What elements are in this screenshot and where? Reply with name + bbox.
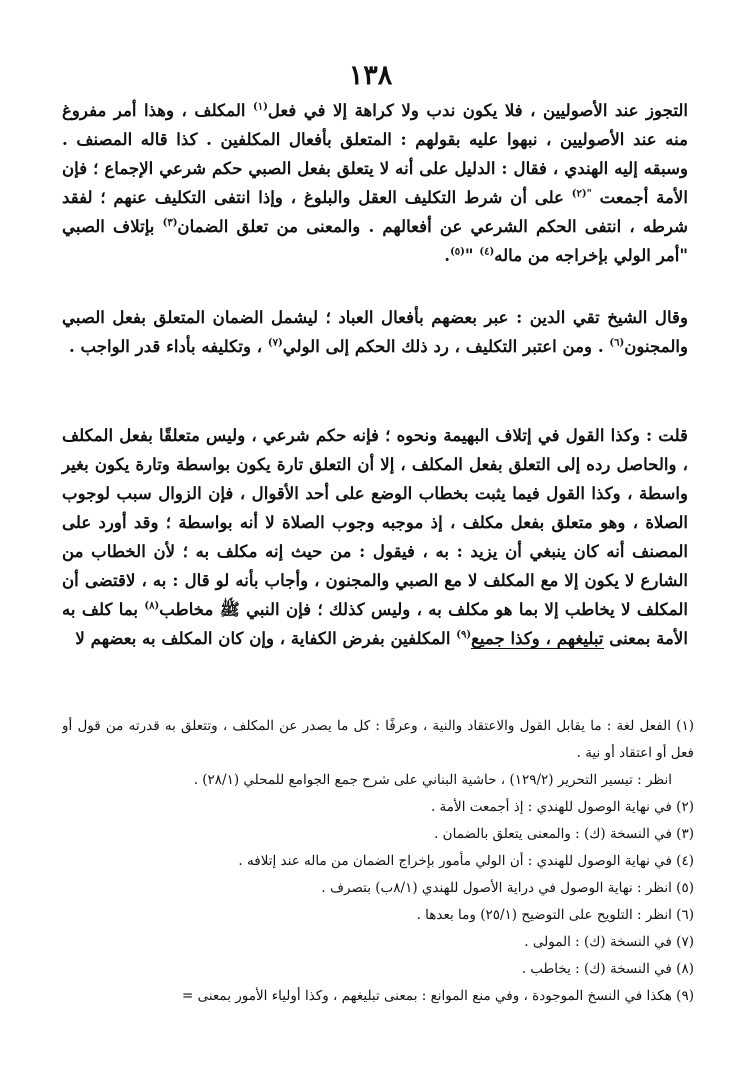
footnote-ref-7: (٧) xyxy=(267,337,283,349)
footnote-ref-3: (٣) xyxy=(162,217,178,229)
footnote-ref-8: (٨) xyxy=(144,600,160,612)
footnote-6: (٦) انظر : التلويح على التوضيح (٢٥/١) وما بعدها . xyxy=(416,907,694,923)
main-text xyxy=(62,96,688,711)
text-segment: المكلفين بفرض الكفاية ، وإن كان المكلف به بعضهم لا xyxy=(75,628,457,648)
text-segment: " xyxy=(464,245,480,265)
footnote-ref-2: "(٢) xyxy=(571,188,592,200)
text-segment: . ومن اعتبر التكليف ، رد ذلك الحكم إلى الولي xyxy=(282,336,610,356)
paragraph-2 xyxy=(62,303,688,419)
text-segment: ، وتكليفه بأداء قدر الواجب . xyxy=(68,336,268,356)
footnote-7: (٧) في النسخة (ك) : المولى . xyxy=(524,934,694,950)
text-segment: . xyxy=(444,245,451,265)
footnote-3: (٣) في النسخة (ك) : والمعنى يتعلق بالضمان . xyxy=(434,826,694,842)
text-segment: بإتلاف الصبي "أمر الولي بإخراجه من ماله xyxy=(62,216,688,265)
paragraph-3 xyxy=(62,421,688,711)
text-segment: بما كلف به الأمة بمعنى xyxy=(62,599,688,648)
footnote-9: (٩) هكذا في النسخ الموجودة ، وفي منع الموانع : بمعنى تبليغهم ، وكذا أولياء الأمور بمعنى = xyxy=(181,988,694,1004)
text-segment: على أن شرط التكليف العقل والبلوغ ، وإذا انتفى التكليف عنهم ؛ لفقد شرطه ، انتفى الحكم الشرعي عن أفعالهم . والمعنى من تعلق الضمان xyxy=(62,187,689,236)
footnote-8: (٨) في النسخة (ك) : يخاطب . xyxy=(521,961,694,977)
underlined-text: تبليغهم ، وكذا جميع xyxy=(471,628,604,648)
footnote-1: (١) الفعل لغة : ما يقابل القول والاعتقاد والنية ، وعرفًا : كل ما يصدر عن المكلف ، وتتعلق به قدرته من قول أو فعل أو اعتقاد أو نية . xyxy=(62,718,694,761)
footnote-ref-6: (٦) xyxy=(609,337,625,349)
text-segment: وقال الشيخ تقي الدين : عبر بعضهم بأفعال العباد ؛ ليشمل الضمان المتعلق بفعل الصبي والمجنون xyxy=(62,307,688,356)
text-segment: المكلف ، وهذا أمر مفروغ منه عند الأصوليين ، نبهوا عليه بقولهم : المتعلق بأفعال المكلفين . كذا قاله المصنف . وسبقه إليه الهندي ، فقال : الدليل على أنه لا يتعلق بفعل الصبي حكم شرعي الإجماع ؛ فإن الأمة أجمعت xyxy=(62,100,688,207)
page-number: ١٣٨ xyxy=(348,60,393,91)
paragraph-1 xyxy=(62,96,688,299)
footnotes xyxy=(62,713,694,1010)
footnote-ref-1: (١) xyxy=(252,101,268,113)
footnote-1-source: انظر : تيسير التحرير (١٢٩/٢) ، حاشية البناني على شرح جمع الجوامع للمحلي (٢٨/١) . xyxy=(193,772,672,788)
footnote-4: (٤) في نهاية الوصول للهندي : أن الولي مأمور بإخراج الضمان من ماله عند إتلافه . xyxy=(238,853,694,869)
text-segment: قلت : وكذا القول في إتلاف البهيمة ونحوه ؛ فإنه حكم شرعي ، وليس متعلقًا بفعل المكلف ، والحاصل رده إلى التعلق بفعل المكلف ، إلا أن التعلق تارة يكون بواسطة وتارة يكون بغير واسطة ، وكذا القول فيما يثبت بخطاب الوضع على أحد الأقوال ، فإن الزوال سبب لوجوب الصلاة ، وهو متعلق بفعل مكلف ، إذ موجبه وجوب الصلاة لا أنه بواسطة ؛ وقد أورد على المصنف أنه كان ينبغي أن يزيد : به ، فيقول : من حيث إنه مكلف به ؛ لأن الخطاب من الشارع لا يكون إلا مع المكلف لا مع الصبي والمجنون ، وأجاب بأنه لو قال : به ، لاقتضى أن المكلف لا يخاطب إلا بما هو مكلف به ، وليس كذلك ؛ فإن النبي ﷺ مخاطب xyxy=(62,425,689,619)
text-segment: التجوز عند الأصوليين ، فلا يكون ندب ولا كراهة إلا في فعل xyxy=(267,100,688,120)
footnote-ref-4: (٤) xyxy=(479,246,495,258)
footnote-5: (٥) انظر : نهاية الوصول في دراية الأصول للهندي (٨/١ب) بتصرف . xyxy=(321,880,694,896)
footnote-ref-9: (٩) xyxy=(456,629,472,641)
footnote-ref-5: (٥) xyxy=(450,246,465,258)
footnote-2: (٢) في نهاية الوصول للهندي : إذ أجمعت الأمة . xyxy=(430,799,694,815)
